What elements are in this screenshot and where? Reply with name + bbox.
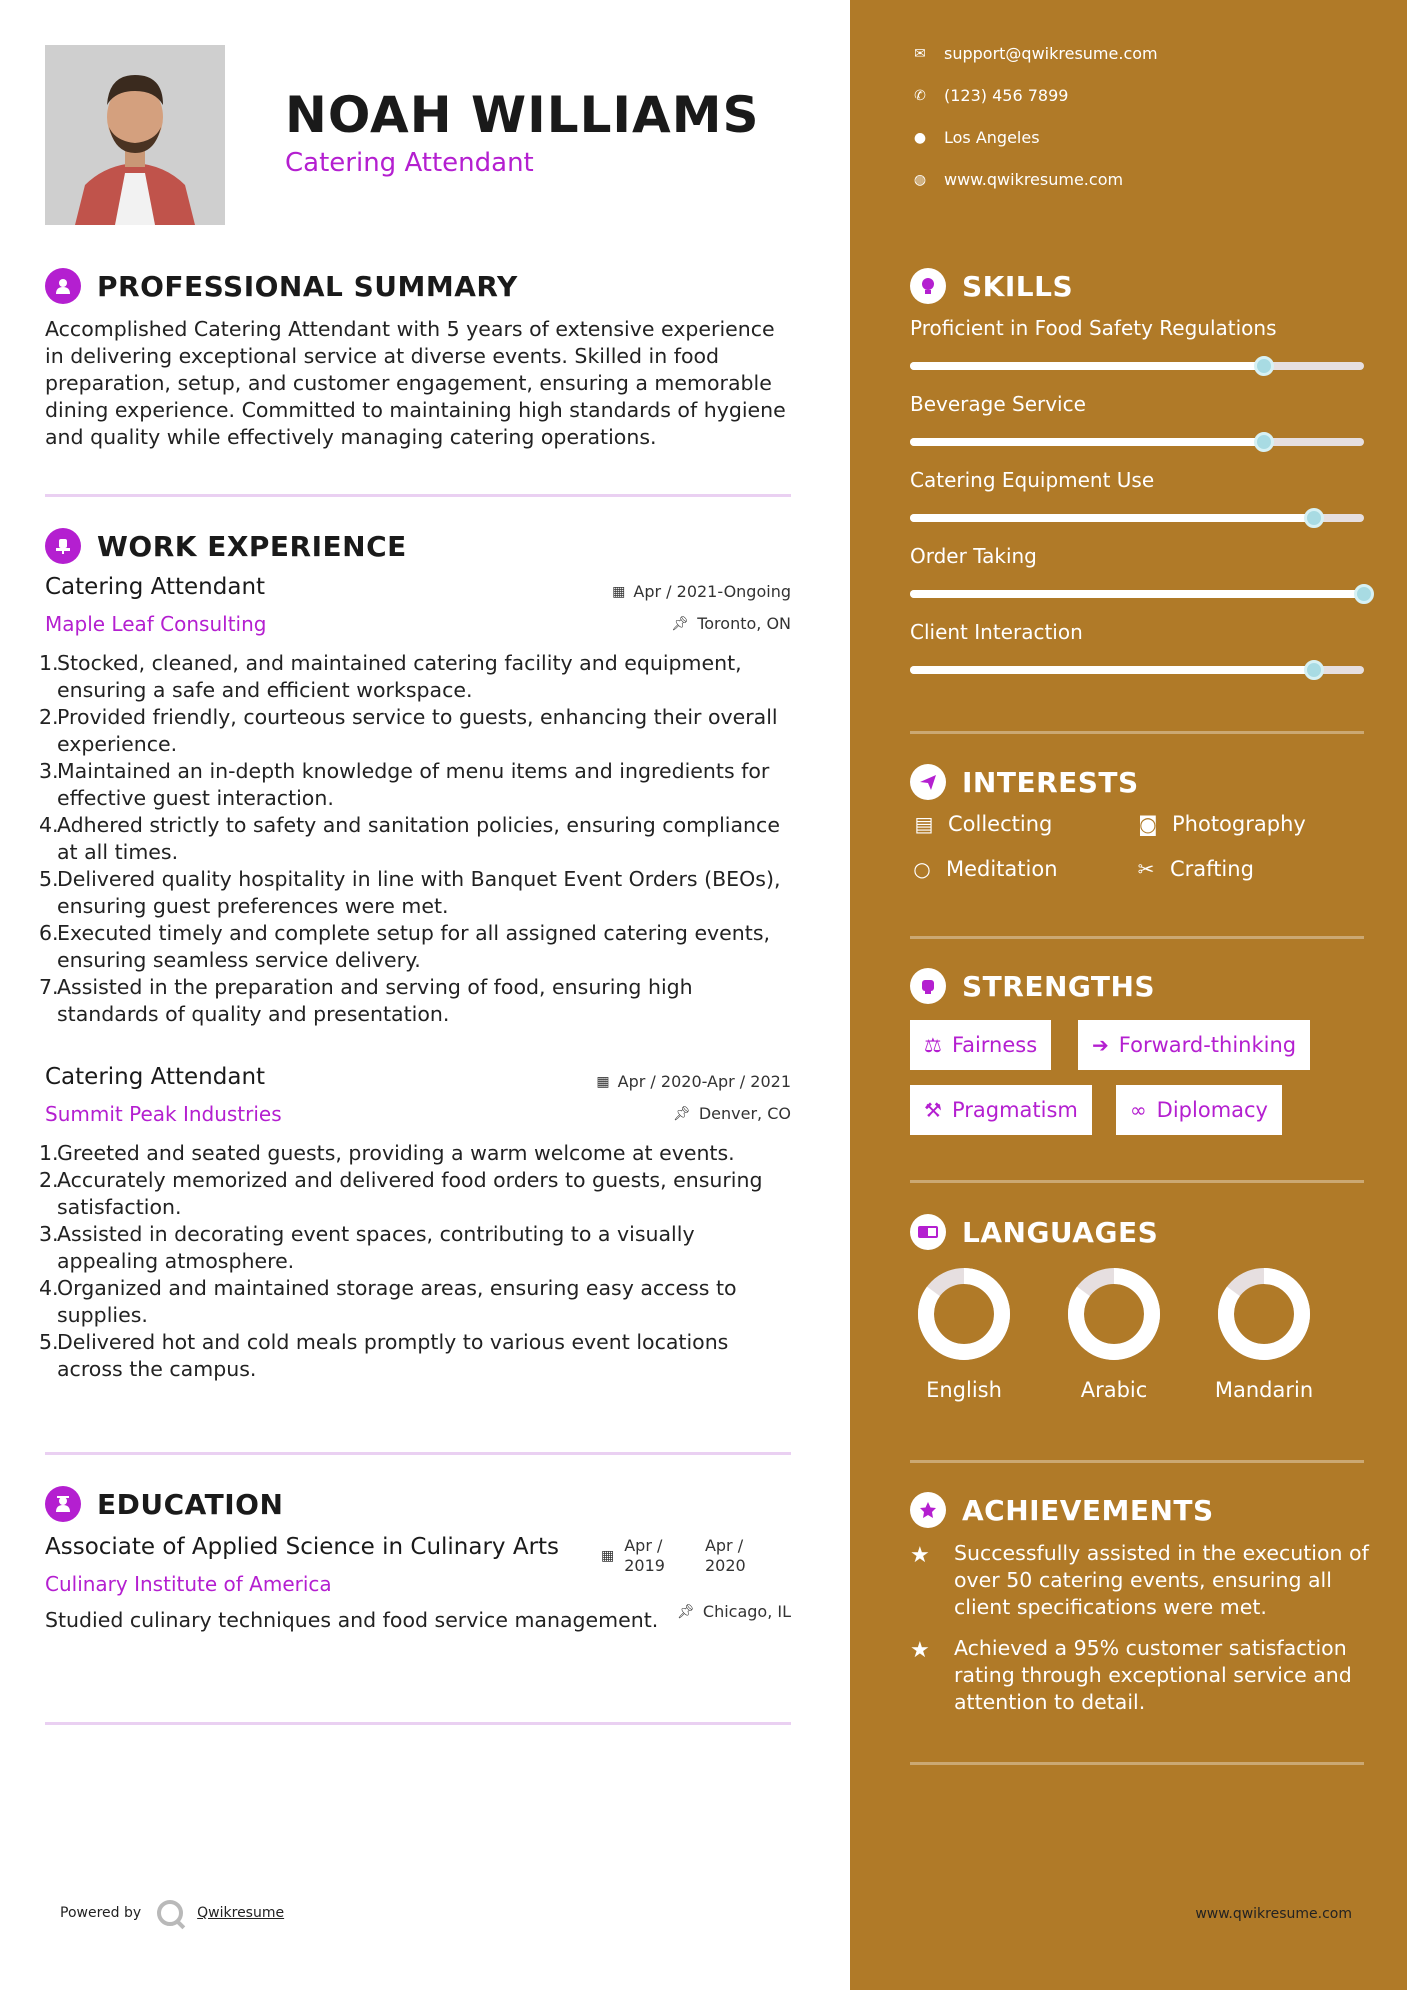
skill-track: [910, 514, 1364, 522]
pin-icon: 📌︎: [673, 1105, 691, 1122]
language-ring: [1066, 1266, 1162, 1362]
list-item: 1. Stocked, cleaned, and maintained catering facility and equipment, ensuring a safe and efficient workspace.: [39, 651, 742, 702]
strengths-header: [910, 968, 1155, 1004]
education-location: [677, 1602, 791, 1621]
translate-icon: [910, 1214, 946, 1250]
strength-label: Fairness: [951, 1033, 1038, 1057]
scissors-icon: ✂: [1137, 857, 1155, 881]
candidate-title: Catering Attendant: [285, 148, 534, 178]
globe-icon: ◍: [913, 171, 927, 188]
language-item: [1054, 1266, 1174, 1402]
education-entry: [45, 1532, 791, 1632]
strength-chip: [1116, 1085, 1282, 1135]
list-item: 4. Adhered strictly to safety and sanitation policies, ensuring compliance at all times.: [39, 813, 780, 864]
job-entry: [39, 574, 791, 1028]
sidebar-divider: [910, 1460, 1364, 1463]
phone-text: (123) 456 7899: [944, 86, 1069, 105]
skills-heading: SKILLS: [962, 269, 1074, 303]
list-item: 1. Greeted and seated guests, providing a warm welcome at events.: [39, 1141, 735, 1165]
education-description: Studied culinary techniques and food service management.: [45, 1608, 659, 1632]
job-company: Maple Leaf Consulting: [45, 612, 267, 636]
skill-track: [910, 362, 1364, 370]
list-item: 2. Provided friendly, courteous service to guests, enhancing their overall experience.: [39, 705, 778, 756]
skill-track: [910, 666, 1364, 674]
sidebar: [850, 0, 1407, 1990]
skills-header: [910, 268, 1073, 304]
contact-email[interactable]: [910, 44, 1158, 63]
camera-icon: ◙: [1138, 812, 1158, 836]
achievement-item: [910, 1540, 1370, 1621]
job-location: [673, 1104, 791, 1123]
interest-label: Crafting: [1170, 857, 1254, 881]
list-item: 2. Accurately memorized and delivered food orders to guests, ensuring satisfaction.: [39, 1168, 763, 1219]
skill-item: [910, 468, 1364, 522]
language-item: [1204, 1266, 1324, 1402]
date-start-line: Apr /: [624, 1536, 663, 1555]
interest-meditation: [910, 857, 1058, 881]
language-name: English: [926, 1378, 1002, 1402]
education-date: [601, 1536, 746, 1576]
language-name: Mandarin: [1214, 1378, 1314, 1402]
interest-crafting: [1134, 857, 1254, 881]
interests-header: [910, 764, 1139, 800]
strength-label: Forward-thinking: [1118, 1033, 1297, 1057]
skill-name: Catering Equipment Use: [910, 468, 1155, 492]
interest-photography: [1136, 812, 1306, 836]
handshake-icon: ∞: [1130, 1098, 1147, 1122]
skill-item: [910, 544, 1364, 598]
website-text: www.qwikresume.com: [944, 170, 1124, 189]
skill-name: Beverage Service: [910, 392, 1086, 416]
job-entry: [39, 1064, 791, 1383]
qwikresume-link[interactable]: Qwikresume: [197, 1905, 285, 1921]
star-badge-icon: [910, 1492, 946, 1528]
job-date: [596, 1072, 791, 1091]
language-ring: [916, 1266, 1012, 1362]
star-icon: ★: [910, 1638, 930, 1663]
date-start-year: 2019: [624, 1556, 665, 1575]
list-item: 5. Delivered quality hospitality in line with Banquet Event Orders (BEOs), ensuring guest preferences were met.: [39, 867, 781, 918]
location-pin-icon: ●: [913, 129, 927, 146]
list-item: 6. Executed timely and complete setup for all assigned catering events, ensuring seamless service delivery.: [39, 921, 771, 972]
strength-label: Diplomacy: [1156, 1098, 1268, 1122]
email-text: support@qwikresume.com: [944, 44, 1158, 63]
skill-item: [910, 620, 1364, 674]
powered-by-text: Powered by: [60, 1905, 142, 1921]
list-item: 3. Maintained an in-depth knowledge of menu items and ingredients for effective guest interaction.: [39, 759, 770, 810]
language-name: Arabic: [1080, 1378, 1148, 1402]
calendar-icon: ▦: [596, 1073, 610, 1090]
paper-plane-icon: [910, 764, 946, 800]
pin-icon: 📌︎: [677, 1603, 695, 1620]
list-item: 7. Assisted in the preparation and serving of food, ensuring high standards of quality and presentation.: [39, 975, 693, 1026]
job-location-text: Denver, CO: [698, 1104, 791, 1123]
date-end-line: Apr /: [704, 1536, 744, 1555]
skill-knob: [1304, 660, 1324, 680]
briefcase-icon: [45, 528, 81, 564]
sidebar-divider: [910, 1762, 1364, 1765]
scale-icon: ⚖: [924, 1033, 942, 1057]
strength-chip: [1078, 1020, 1310, 1070]
interest-label: Collecting: [948, 812, 1053, 836]
calendar-icon: ▦: [612, 583, 626, 600]
job-date-text: Apr / 2020-Apr / 2021: [617, 1072, 791, 1091]
list-item: 5. Delivered hot and cold meals promptly to various event locations across the campus.: [39, 1330, 729, 1381]
envelope-icon: ✉: [914, 45, 926, 62]
skill-name: Client Interaction: [910, 620, 1083, 644]
date-end-year: 2020: [704, 1556, 746, 1575]
candidate-name: NOAH WILLIAMS: [285, 86, 760, 144]
skill-fill: [910, 590, 1364, 598]
job-date: [612, 582, 791, 601]
pin-icon: 📌︎: [671, 615, 690, 632]
summary-text: Accomplished Catering Attendant with 5 years of extensive experience in delivering exceptional service at diverse events. Skilled in food preparation, setup, and customer engagement, ensuring a memorable dining experience. Committed to maintaining high standards of hygiene and quality while effectively managing catering operations.: [45, 317, 786, 449]
interest-collecting: [912, 812, 1052, 836]
star-icon: ★: [910, 1543, 930, 1568]
arrow-right-icon: ➔: [1092, 1033, 1109, 1057]
strengths-heading: STRENGTHS: [962, 969, 1156, 1003]
languages-heading: LANGUAGES: [962, 1215, 1159, 1249]
sidebar-divider: [910, 936, 1364, 939]
interests-heading: INTERESTS: [962, 765, 1139, 799]
skill-fill: [910, 514, 1314, 522]
interest-label: Meditation: [946, 857, 1058, 881]
achievement-text: Achieved a 95% customer satisfaction rating through exceptional service and attention to detail.: [954, 1636, 1352, 1714]
languages-header: [910, 1214, 1158, 1250]
skill-track: [910, 438, 1364, 446]
education-heading: EDUCATION: [97, 1487, 284, 1521]
skill-knob: [1354, 584, 1374, 604]
skill-knob: [1304, 508, 1324, 528]
strength-label: Pragmatism: [951, 1098, 1078, 1122]
school: Culinary Institute of America: [45, 1572, 332, 1596]
section-divider: [45, 1452, 791, 1455]
lightbulb-icon: [910, 268, 946, 304]
list-item: 4. Organized and maintained storage areas, ensuring easy access to supplies.: [39, 1276, 737, 1327]
skill-name: Proficient in Food Safety Regulations: [910, 316, 1277, 340]
section-divider: [45, 494, 791, 497]
job-location: [671, 614, 791, 633]
profile-photo: [45, 45, 225, 225]
skill-item: [910, 316, 1364, 370]
skill-name: Order Taking: [910, 544, 1037, 568]
location-text: Los Angeles: [944, 128, 1040, 147]
achievements-header: [910, 1492, 1214, 1528]
gavel-icon: ⚒: [924, 1098, 942, 1122]
skill-item: [910, 392, 1364, 446]
achievements-heading: ACHIEVEMENTS: [962, 1493, 1214, 1527]
circle-icon: ○: [913, 857, 931, 881]
graduation-icon: [45, 1486, 81, 1522]
skill-knob: [1254, 432, 1274, 452]
summary-header: [45, 268, 518, 304]
language-item: [904, 1266, 1024, 1402]
user-icon: [45, 268, 81, 304]
phone-icon: ✆: [914, 87, 926, 104]
language-ring: [1216, 1266, 1312, 1362]
job-responsibilities: [39, 650, 791, 1028]
interest-label: Photography: [1172, 812, 1306, 836]
sidebar-divider: [910, 731, 1364, 734]
fist-icon: [910, 968, 946, 1004]
skill-fill: [910, 438, 1264, 446]
calendar-icon: ▦: [601, 1548, 615, 1564]
job-company: Summit Peak Industries: [45, 1102, 282, 1126]
sidebar-divider: [910, 1180, 1364, 1183]
experience-header: [45, 528, 407, 564]
contact-phone[interactable]: [910, 86, 1068, 105]
skill-track: [910, 590, 1364, 598]
degree: Associate of Applied Science in Culinary Arts: [45, 1534, 560, 1560]
section-divider: [45, 1722, 791, 1725]
job-location-text: Toronto, ON: [697, 614, 791, 633]
achievement-text: Successfully assisted in the execution of over 50 catering events, ensuring all client specifications were met.: [954, 1541, 1369, 1619]
powered-by: [60, 1900, 284, 1926]
experience-heading: WORK EXPERIENCE: [97, 529, 407, 563]
achievement-item: [910, 1635, 1370, 1716]
contact-website[interactable]: [910, 170, 1123, 189]
skill-fill: [910, 666, 1314, 674]
job-role: Catering Attendant: [45, 574, 266, 600]
skill-fill: [910, 362, 1264, 370]
list-item: 3. Assisted in decorating event spaces, contributing to a visually appealing atmosphere.: [39, 1222, 695, 1273]
education-location-text: Chicago, IL: [702, 1602, 791, 1621]
qwikresume-logo-icon: [157, 1900, 183, 1926]
job-role: Catering Attendant: [45, 1064, 266, 1090]
skill-knob: [1254, 356, 1274, 376]
strength-chip: [910, 1020, 1051, 1070]
strength-chip: [910, 1085, 1092, 1135]
job-responsibilities: [39, 1140, 791, 1383]
education-header: [45, 1486, 283, 1522]
summary-heading: PROFESSIONAL SUMMARY: [97, 269, 518, 303]
footer-website[interactable]: www.qwikresume.com: [1195, 1906, 1352, 1922]
contact-location: [910, 128, 1040, 147]
archive-icon: ▤: [914, 812, 934, 836]
job-date-text: Apr / 2021-Ongoing: [633, 582, 791, 601]
